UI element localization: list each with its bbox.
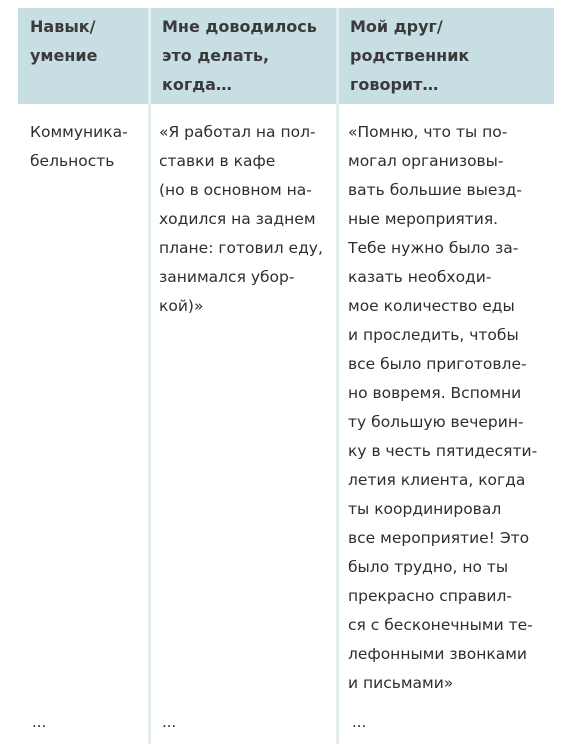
header-my-experience: Мне доводилось это делать, когда… (162, 17, 317, 94)
cell-my-experience: «Я работал на пол- ставки в кафе (но в основном на- ходился на заднем плане: готовил еду, занимался убор- кой)» (159, 123, 323, 315)
continuation-skill: ... (32, 713, 47, 731)
column-divider (148, 8, 151, 744)
cell-friend-says: «Помню, что ты по- могал организовы- вать большие выезд- ные мероприятия. Тебе нужно было за- казать необходи- мое количество еды и проследить, чтобы все было приготовле- но вовремя. Вспомни ту большую вечерин- ку в честь пятидесяти- летия клиента, когда ты координировал все мероприятие! Это было трудно, но ты прекрасно справил- ся с бесконечными те- лефонными звонками и письмами» (348, 123, 538, 692)
continuation-friend-says: ... (352, 713, 367, 731)
skills-table (18, 8, 554, 744)
column-divider (336, 8, 339, 744)
continuation-my-experience: ... (162, 713, 177, 731)
header-friend-says: Мой друг/ родственник говорит… (350, 17, 470, 94)
header-skill: Навык/ умение (30, 17, 98, 65)
cell-skill: Коммуника- бельность (30, 123, 128, 170)
